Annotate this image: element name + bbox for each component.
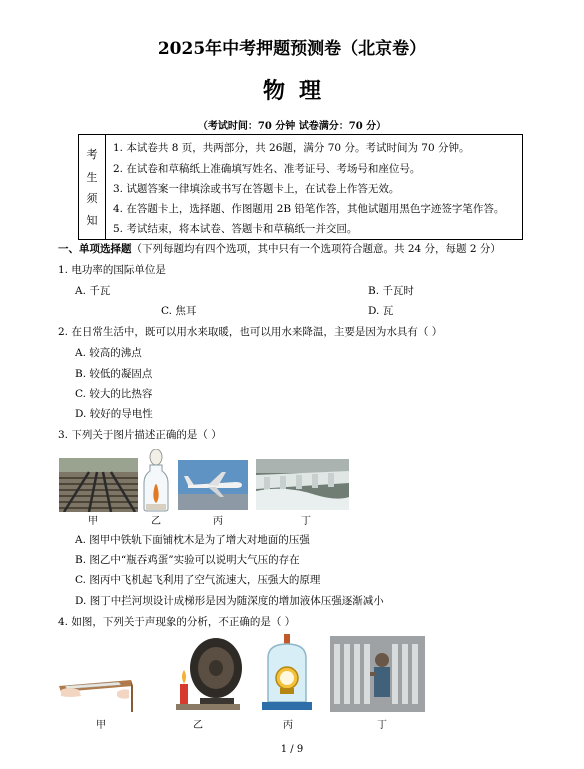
subject-title: 物理	[262, 78, 335, 104]
option-b: B. 千瓦时	[368, 285, 414, 297]
speaker-candle-image	[174, 632, 244, 712]
figure-caption: 丁	[301, 516, 311, 527]
notice-item: 5. 考试结束，将本试卷、答题卡和草稿纸一并交回。	[113, 223, 358, 235]
question-stem: 2. 在日常生活中，既可以用水来取暖，也可以用水来降温，主要是因为水具有（ ）	[58, 326, 443, 338]
option-c: C. 较大的比热容	[75, 388, 153, 400]
notice-item: 2. 在试卷和草稿纸上准确填写姓名、准考证号、考场号和座位号。	[113, 163, 421, 175]
exam-title: 2025年中考押题预测卷（北京卷）	[157, 39, 427, 59]
bell-jar-image	[258, 632, 316, 712]
factory-worker-image	[330, 636, 425, 712]
figure-caption: 甲	[88, 516, 98, 527]
section-title: 一、单项选择题	[58, 243, 132, 255]
option-a: A. 千瓦	[75, 285, 111, 297]
figure-caption: 乙	[151, 516, 161, 527]
candidate-notice-box	[78, 134, 523, 240]
option-d: D. 瓦	[368, 305, 394, 317]
notice-item: 3. 试题答案一律填涂或书写在答题卡上，在试卷上作答无效。	[113, 183, 400, 195]
page-number: 1 / 9	[280, 744, 304, 755]
figure-caption: 丁	[377, 720, 387, 731]
section-heading	[58, 241, 501, 256]
option-b: B. 图乙中“瓶吞鸡蛋”实验可以说明大气压的存在	[75, 554, 300, 566]
question-stem: 1. 电功率的国际单位是	[58, 264, 166, 276]
ruler-on-table-image	[59, 660, 152, 712]
figure-caption: 丙	[213, 516, 223, 527]
notice-side-label	[79, 135, 106, 239]
option-a: A. 较高的沸点	[75, 347, 142, 359]
notice-side-char: 知	[86, 214, 98, 227]
option-d: D. 较好的导电性	[75, 408, 153, 420]
notice-item: 1. 本试卷共 8 页，共两部分，共 26题，满分 70 分。考试时间为 70 分钟。	[113, 142, 470, 154]
figure-caption: 丙	[283, 720, 293, 731]
notice-side-char: 考	[86, 148, 98, 161]
notice-side-char: 须	[86, 192, 98, 205]
section-note: （下列每题均有四个选项，其中只有一个选项符合题意。共 24 分，每题 2 分）	[131, 243, 501, 255]
option-c: C. 焦耳	[161, 305, 197, 317]
option-a: A. 图甲中铁轨下面铺枕木是为了增大对地面的压强	[75, 534, 310, 546]
option-c: C. 图丙中飞机起飞利用了空气流速大，压强大的原理	[75, 574, 321, 586]
figure-caption: 乙	[193, 720, 203, 731]
figure-caption: 甲	[96, 720, 106, 731]
question-stem: 3. 下列关于图片描述正确的是（ ）	[58, 429, 222, 441]
option-d: D. 图丁中拦河坝设计成梯形是因为随深度的增加液体压强逐渐减小	[75, 595, 384, 607]
option-b: B. 较低的凝固点	[75, 368, 153, 380]
dam-image	[256, 459, 349, 510]
railway-track-image	[59, 458, 138, 512]
bottle-egg-image	[142, 449, 170, 512]
notice-item: 4. 在答题卡上，选择题、作图题用 2B 铅笔作答，其他试题用黑色字迹签字笔作答。	[113, 203, 505, 215]
question-stem: 4. 如图，下列关于声现象的分析，不正确的是（ ）	[58, 616, 296, 628]
airplane-image	[178, 460, 248, 510]
notice-side-char: 生	[86, 171, 98, 184]
exam-meta: （考试时间：70 分钟 试卷满分：70 分）	[197, 121, 387, 132]
